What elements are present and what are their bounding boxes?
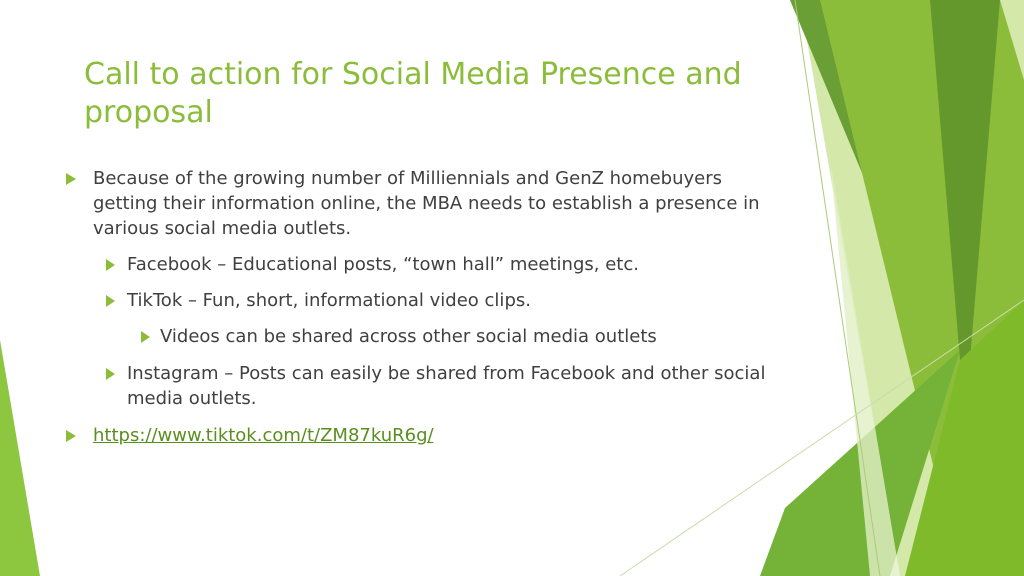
bullet-arrow-icon	[106, 259, 115, 271]
bullet-item: Facebook – Educational posts, “town hall” meetings, etc.	[127, 254, 639, 275]
slide-title: Call to action for Social Media Presence and proposal	[84, 57, 742, 130]
bullet-arrow-icon	[106, 368, 115, 380]
tiktok-link[interactable]: https://www.tiktok.com/t/ZM87kuR6g/	[93, 425, 434, 446]
bullet-item: Because of the growing number of Milliennials and GenZ homebuyers getting their information online, the MBA needs to establish a presence in various social media outlets.	[93, 168, 760, 239]
bullet-arrow-icon	[66, 430, 76, 442]
bullet-arrow-icon	[66, 173, 76, 185]
bullet-item: TikTok – Fun, short, informational video clips.	[127, 290, 531, 311]
bullet-item: Instagram – Posts can easily be shared from Facebook and other social media outlets.	[127, 363, 766, 409]
bullet-arrow-icon	[141, 331, 150, 343]
bullet-arrow-icon	[106, 295, 115, 307]
bullet-item: Videos can be shared across other social media outlets	[160, 326, 657, 347]
